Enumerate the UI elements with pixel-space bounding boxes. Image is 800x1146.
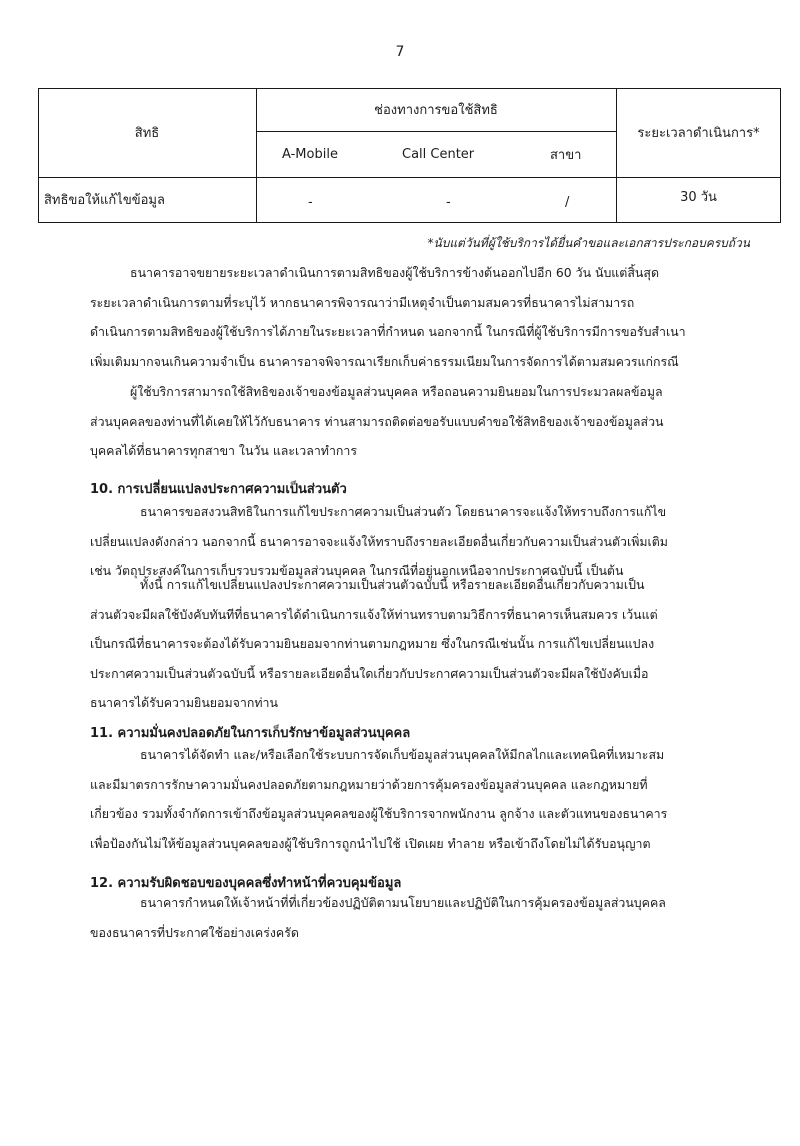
paragraph-line: ระยะเวลาดำเนินการตามที่ระบุไว้ หากธนาคารพิจารณาว่ามีเหตุจำเป็นตามสมควรที่ธนาคารไม่สามารถ	[90, 294, 635, 310]
paragraph-rights-contact	[90, 377, 750, 466]
row-a-mobile	[308, 180, 328, 225]
paragraph-line: เป็นกรณีที่ธนาคารจะต้องได้รับความยินยอมจากท่านตามกฎหมาย ซึ่งในกรณีเช่นนั้น การแก้ไขเปลี่ยนแปลง	[90, 636, 655, 651]
table-footnote: *นับแต่วันที่ผู้ใช้บริการได้ยื่นคำขอและเอกสารประกอบครบถ้วน	[427, 236, 750, 250]
header-branch-label: สาขา	[550, 147, 582, 163]
section-11-paragraph	[90, 740, 750, 858]
header-right-label: สิทธิ	[134, 126, 160, 141]
paragraph-line: ประกาศความเป็นส่วนตัวฉบับนี้ หรือรายละเอียดอื่นใดเกี่ยวกับประกาศความเป็นส่วนตัวจะมีผลใช้บังคับเมื่อ	[90, 665, 649, 681]
paragraph-line: ส่วนบุคคลของท่านที่ได้เคยให้ไว้กับธนาคาร ท่านสามารถติดต่อขอรับแบบคำขอใช้สิทธิของเจ้าของข้อมูลส่วน	[90, 413, 664, 429]
section-11-heading: 11. ความมั่นคงปลอดภัยในการเก็บรักษาข้อมูลส่วนบุคคล	[90, 726, 411, 741]
paragraph-line: ธนาคารได้รับความยินยอมจากท่าน	[90, 695, 278, 710]
paragraph-line: บุคคลได้ที่ธนาคารทุกสาขา ในวัน และเวลาทำการ	[90, 443, 358, 458]
header-duration-label: ระยะเวลาดำเนินการ*	[637, 126, 760, 141]
header-channel-group-label: ช่องทางการขอใช้สิทธิ	[374, 103, 498, 118]
paragraph-extension	[90, 258, 750, 376]
header-a-mobile-label: A-Mobile	[282, 146, 338, 162]
paragraph-line: ธนาคารอาจขยายระยะเวลาดำเนินการตามสิทธิของผู้ใช้บริการข้างต้นออกไปอีก 60 วัน นับแต่สิ้นสุด	[130, 265, 659, 280]
paragraph-line: ของธนาคารที่ประกาศใช้อย่างเคร่งครัด	[90, 924, 299, 940]
paragraph-line: ธนาคารได้จัดทำ และ/หรือเลือกใช้ระบบการจัดเก็บข้อมูลส่วนบุคคลให้มีกลไกและเทคนิคที่เหมาะสม	[140, 747, 665, 762]
paragraph-line: ผู้ใช้บริการสามารถใช้สิทธิของเจ้าของข้อมูลส่วนบุคคล หรือถอนความยินยอมในการประมวลผลข้อมูล	[130, 384, 663, 399]
row-a-mobile-value: -	[308, 195, 313, 210]
row-branch-value: /	[565, 195, 570, 210]
paragraph-line: ธนาคารกำหนดให้เจ้าหน้าที่ที่เกี่ยวข้องปฏิบัติตามนโยบายและปฏิบัติในการคุ้มครองข้อมูลส่วนบุคคล	[140, 895, 666, 910]
header-channel-group	[256, 88, 616, 131]
paragraph-line: ส่วนตัวจะมีผลใช้บังคับทันทีที่ธนาคารได้ดำเนินการแจ้งให้ท่านทราบตามวิธีการที่ธนาคารเห็นสมควร เว้นแต่	[90, 606, 658, 622]
paragraph-line: เปลี่ยนแปลงดังกล่าว นอกจากนี้ ธนาคารอาจจะแจ้งให้ทราบถึงรายละเอียดอื่นเกี่ยวกับความเป็นส่วนตัวเพิ่มเติม	[90, 533, 668, 549]
section-12-paragraph	[90, 888, 750, 947]
row-branch	[565, 180, 585, 225]
paragraph-line: และมีมาตรการรักษาความมั่นคงปลอดภัยตามกฎหมายว่าด้วยการคุ้มครองข้อมูลส่วนบุคคล และกฎหมายที่	[90, 776, 648, 792]
paragraph-line: เพิ่มเติมมากจนเกินความจำเป็น ธนาคารอาจพิจารณาเรียกเก็บค่าธรรมเนียมในการจัดการได้ตามสมควรแก่กรณี	[90, 353, 679, 369]
row-call-center	[446, 180, 466, 225]
header-duration	[616, 88, 781, 177]
table-border-bottom	[38, 222, 781, 223]
row-call-center-value: -	[446, 195, 451, 210]
header-a-mobile	[282, 131, 362, 177]
paragraph-line: เกี่ยวข้อง รวมทั้งจำกัดการเข้าถึงข้อมูลส่วนบุคคลของผู้ใช้บริการจากพนักงาน ลูกจ้าง และตัวแทนของธนาคาร	[90, 806, 668, 821]
row-duration-value: 30 วัน	[680, 190, 717, 205]
section-10-heading: 10. การเปลี่ยนแปลงประกาศความเป็นส่วนตัว	[90, 482, 347, 497]
row-right-label: สิทธิขอให้แก้ไขข้อมูล	[44, 193, 165, 208]
section-12-heading: 12. ความรับผิดชอบของบุคคลซึ่งทำหน้าที่ควบคุมข้อมูล	[90, 876, 402, 891]
header-call-center	[402, 131, 512, 177]
paragraph-line: เช่น วัตถุประสงค์ในการเก็บรวบรวมข้อมูลส่วนบุคคล ในกรณีที่อยู่นอกเหนือจากประกาศฉบับนี้ เป็นต้น	[90, 563, 624, 578]
paragraph-line: ธนาคารขอสงวนสิทธิในการแก้ไขประกาศความเป็นส่วนตัว โดยธนาคารจะแจ้งให้ทราบถึงการแก้ไข	[140, 504, 667, 519]
header-right	[38, 88, 256, 177]
paragraph-line: ดำเนินการตามสิทธิของผู้ใช้บริการได้ภายในระยะเวลาที่กำหนด นอกจากนี้ ในกรณีที่ผู้ใช้บริการมีการขอรับสำเนา	[90, 324, 686, 339]
rights-table	[38, 88, 781, 223]
header-branch	[550, 131, 610, 177]
section-10-paragraph-2	[90, 570, 750, 718]
header-call-center-label: Call Center	[402, 146, 475, 162]
row-duration	[616, 174, 781, 219]
row-right	[44, 177, 254, 222]
page-number: 7	[395, 44, 405, 60]
paragraph-line: ทั้งนี้ การแก้ไขเปลี่ยนแปลงประกาศความเป็นส่วนตัวฉบับนี้ หรือรายละเอียดอื่นเกี่ยวกับความเป็น	[140, 577, 645, 592]
paragraph-line: เพื่อป้องกันไม่ให้ข้อมูลส่วนบุคคลของผู้ใช้บริการถูกนำไปใช้ เปิดเผย ทำลาย หรือเข้าถึงโดยไม่ได้รับอนุญาต	[90, 835, 651, 851]
